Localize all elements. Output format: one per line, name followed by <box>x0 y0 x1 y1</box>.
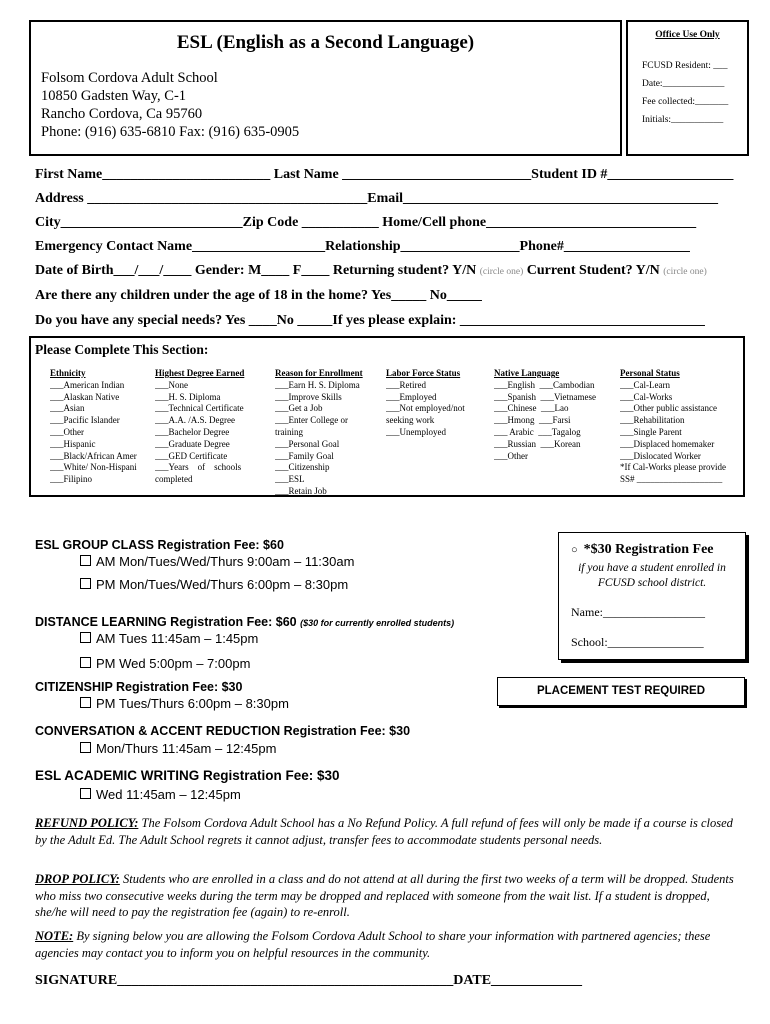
office-use-box <box>626 20 749 156</box>
checkbox-icon[interactable] <box>80 578 91 589</box>
circle-one-hint: (circle one) <box>663 267 707 277</box>
signature-row[interactable]: SIGNATURE________________________________________________DATE_____________ <box>35 973 583 988</box>
fee-box <box>558 532 746 660</box>
reason-option[interactable]: ___Earn H. S. Diploma <box>275 379 360 390</box>
fee-box-name-field[interactable]: Name:_________________ <box>571 605 705 619</box>
distance-am-label: AM Tues 11:45am – 1:45pm <box>96 631 259 646</box>
refund-label: REFUND POLICY: <box>35 816 139 830</box>
dob-gender-row[interactable] <box>35 263 707 279</box>
name-row[interactable]: First Name________________________ Last Name ___________________________Student ID #__________________ <box>35 167 734 182</box>
personal-status-option[interactable]: ___Cal-Learn <box>620 379 670 390</box>
conversation-option[interactable] <box>80 741 276 756</box>
reason-option[interactable]: ___Family Goal <box>275 450 334 461</box>
degree-option[interactable]: ___GED Certificate <box>155 450 228 461</box>
group-pm-option[interactable] <box>80 577 348 592</box>
fee-box-school-field[interactable]: School:________________ <box>571 635 704 649</box>
language-option[interactable]: ___ Arabic ___Tagalog <box>494 426 581 437</box>
school-city: Rancho Cordova, Ca 95760 <box>41 106 203 122</box>
drop-policy <box>35 871 735 921</box>
fee-box-desc <box>559 561 745 591</box>
labor-option[interactable]: ___Employed <box>386 391 437 402</box>
checkbox-icon[interactable] <box>80 788 91 799</box>
city-zip-phone-row[interactable]: City__________________________Zip Code ___________ Home/Cell phone______________________________ <box>35 215 697 230</box>
reason-option[interactable]: ___Personal Goal <box>275 438 340 449</box>
checkbox-icon[interactable] <box>80 657 91 668</box>
distance-title <box>35 615 454 629</box>
personal-status-option[interactable]: ___Other public assistance <box>620 403 717 414</box>
language-option[interactable]: ___Russian ___Korean <box>494 438 581 449</box>
conversation-label: Mon/Thurs 11:45am – 12:45pm <box>96 741 277 756</box>
academic-title-b: Registration Fee: $30 <box>199 768 340 783</box>
degree-title: Highest Degree Earned <box>155 368 245 378</box>
academic-title-a: ESL ACADEMIC WRITING <box>35 768 200 783</box>
checkbox-icon[interactable] <box>80 555 91 566</box>
degree-option[interactable]: ___Years of schools <box>155 462 242 473</box>
school-name: Folsom Cordova Adult School <box>41 70 218 86</box>
fee-box-title: *$30 Registration Fee <box>583 542 714 557</box>
emergency-contact-row[interactable] <box>35 239 690 255</box>
note <box>35 928 735 961</box>
ethnicity-title: Ethnicity <box>50 368 86 378</box>
reason-option[interactable]: ___Citizenship <box>275 462 330 473</box>
radio-circle-icon[interactable]: ○ <box>571 544 578 556</box>
citizenship-title: CITIZENSHIP Registration Fee: $30 <box>35 680 243 694</box>
placement-test-box: PLACEMENT TEST REQUIRED <box>497 677 745 706</box>
academic-label: Wed 11:45am – 12:45pm <box>96 787 241 802</box>
labor-column <box>386 368 491 439</box>
degree-option[interactable]: ___Technical Certificate <box>155 403 244 414</box>
emergency-contact-text: Emergency Contact Name___________________Relationship_________________Phone#__________________ <box>35 239 690 254</box>
group-am-option[interactable] <box>80 554 354 569</box>
distance-am-option[interactable] <box>80 631 258 646</box>
language-option[interactable]: ___Hmong ___Farsi <box>494 415 571 426</box>
fee-box-desc-2: FCUSD school district. <box>597 577 707 589</box>
header-box <box>29 20 622 156</box>
language-option[interactable]: ___English ___Cambodian <box>494 379 595 390</box>
personal-status-column <box>620 368 744 486</box>
reason-option-cont: training <box>275 426 303 437</box>
current-student-text: Current Student? Y/N <box>523 263 664 278</box>
ethnicity-option[interactable]: ___Other <box>50 426 84 437</box>
academic-option[interactable] <box>80 787 241 802</box>
personal-status-option[interactable]: ___Cal-Works <box>620 391 673 402</box>
degree-option[interactable]: ___A.A. /A.S. Degree <box>155 415 235 426</box>
personal-status-option[interactable]: ___Rehabilitation <box>620 415 685 426</box>
language-option[interactable]: ___Other <box>494 450 528 461</box>
dob-gender-text: Date of Birth___/___/____ Gender: M____ F____ Returning student? Y/N <box>35 263 480 278</box>
conversation-title: CONVERSATION & ACCENT REDUCTION Registration Fee: $30 <box>35 724 411 738</box>
office-date[interactable]: Date:_____________ <box>642 79 725 89</box>
reason-option[interactable]: ___Improve Skills <box>275 391 342 402</box>
drop-text: Students who are enrolled in a class and do not attend at all during the first two weeks of a term will be dropped. Students who miss two consecutive weeks during the term may be dropped and replaced with someone from the wait list. If a student is dropped, she/he will need to pay the registration fee (again) to re-enroll. <box>35 872 734 919</box>
children-row[interactable]: Are there any children under the age of 18 in the home? Yes_____ No_____ <box>35 288 482 303</box>
refund-text: The Folsom Cordova Adult School has a No Refund Policy. A full refund of fees will only be made if a course is closed by the Adult Ed. The Adult School regrets it cannot adjust, transfer fees to accommodate students personal needs. <box>35 816 733 847</box>
distance-pm-label: PM Wed 5:00pm – 7:00pm <box>96 656 251 671</box>
personal-status-option[interactable]: ___Displaced homemaker <box>620 438 715 449</box>
ethnicity-option[interactable]: ___Alaskan Native <box>50 391 120 402</box>
citizenship-pm-label: PM Tues/Thurs 6:00pm – 8:30pm <box>96 696 289 711</box>
fee-box-desc-1: if you have a student enrolled in <box>578 562 726 574</box>
calworks-note: *If Cal-Works please provide <box>620 462 726 473</box>
office-resident[interactable]: FCUSD Resident: ___ <box>642 61 728 71</box>
ethnicity-option[interactable]: ___Black/African Amer <box>50 450 137 461</box>
reason-title: Reason for Enrollment <box>275 368 363 378</box>
ethnicity-column <box>50 368 160 486</box>
demographics-section <box>29 336 745 497</box>
labor-option[interactable]: ___Unemployed <box>386 426 446 437</box>
checkbox-icon[interactable] <box>80 632 91 643</box>
form-title: ESL (English as a Second Language) <box>176 32 475 53</box>
note-label: NOTE: <box>35 929 74 943</box>
ethnicity-option[interactable]: ___Pacific Islander <box>50 415 120 426</box>
school-address <box>41 69 299 141</box>
distance-pm-option[interactable] <box>80 656 250 671</box>
degree-option[interactable]: ___None <box>155 379 188 390</box>
degree-option-cont: completed <box>155 474 193 485</box>
checkbox-icon[interactable] <box>80 697 91 708</box>
language-option[interactable]: ___Chinese ___Lao <box>494 403 569 414</box>
office-fee[interactable]: Fee collected:_______ <box>642 97 729 107</box>
language-title: Native Language <box>494 368 560 378</box>
drop-label: DROP POLICY: <box>35 872 120 886</box>
office-use-title: Office Use Only <box>655 30 720 40</box>
reason-column <box>275 368 381 498</box>
degree-option[interactable]: ___Bachelor Degree <box>155 426 230 437</box>
school-street: 10850 Gadsten Way, C-1 <box>41 88 187 104</box>
labor-option-cont: seeking work <box>386 415 435 426</box>
fee-box-title-row[interactable] <box>571 542 714 558</box>
distance-title-text: DISTANCE LEARNING Registration Fee: $60 <box>35 615 297 629</box>
ethnicity-option[interactable]: ___White/ Non-Hispani <box>50 462 137 473</box>
checkbox-icon[interactable] <box>80 742 91 753</box>
academic-title <box>35 768 340 783</box>
citizenship-pm-option[interactable] <box>80 696 289 711</box>
degree-option[interactable]: ___H. S. Diploma <box>155 391 221 402</box>
reason-option[interactable]: ___ESL <box>275 474 305 485</box>
labor-option[interactable]: ___Not employed/not <box>386 403 465 414</box>
distance-note: ($30 for currently enrolled students) <box>300 618 455 628</box>
degree-option[interactable]: ___Graduate Degree <box>155 438 230 449</box>
circle-one-hint: (circle one) <box>479 267 524 277</box>
labor-title: Labor Force Status <box>386 368 461 378</box>
language-option[interactable]: ___Spanish ___Vietnamese <box>494 391 596 402</box>
note-text: By signing below you are allowing the Folsom Cordova Adult School to share your information with partnered agencies; these agencies may contact you to inform you on helpful resources in the community. <box>35 929 711 960</box>
personal-status-option[interactable]: ___Dislocated Worker <box>620 450 701 461</box>
group-am-label: AM Mon/Tues/Wed/Thurs 9:00am – 11:30am <box>96 554 355 569</box>
refund-policy <box>35 815 735 848</box>
reason-option[interactable]: ___Get a Job <box>275 403 323 414</box>
group-pm-label: PM Mon/Tues/Wed/Thurs 6:00pm – 8:30pm <box>96 577 349 592</box>
school-phone: Phone: (916) 635-6810 Fax: (916) 635-0905 <box>41 124 300 140</box>
reason-option[interactable]: ___Retain Job <box>275 485 327 496</box>
ethnicity-option[interactable]: ___Asian <box>50 403 85 414</box>
ethnicity-option[interactable]: ___Filipino <box>50 474 93 485</box>
section-title: Please Complete This Section: <box>35 342 209 357</box>
special-needs-row[interactable]: Do you have any special needs? Yes ____No _____If yes please explain: ___________________________________ <box>35 313 705 328</box>
reason-option[interactable]: ___Enter College or <box>275 415 348 426</box>
address-email-row[interactable]: Address ________________________________________Email_____________________________________________ <box>35 191 719 206</box>
degree-column <box>155 368 267 486</box>
ethnicity-option[interactable]: ___Hispanic <box>50 438 96 449</box>
office-initials[interactable]: Initials:___________ <box>642 115 724 125</box>
ss-number-field[interactable]: SS# ___________________ <box>620 474 723 485</box>
personal-status-option[interactable]: ___Single Parent <box>620 426 682 437</box>
labor-option[interactable]: ___Retired <box>386 379 426 390</box>
group-class-title: ESL GROUP CLASS Registration Fee: $60 <box>35 538 284 552</box>
personal-status-title: Personal Status <box>620 368 680 378</box>
ethnicity-option[interactable]: ___American Indian <box>50 379 125 390</box>
language-column <box>494 368 624 462</box>
